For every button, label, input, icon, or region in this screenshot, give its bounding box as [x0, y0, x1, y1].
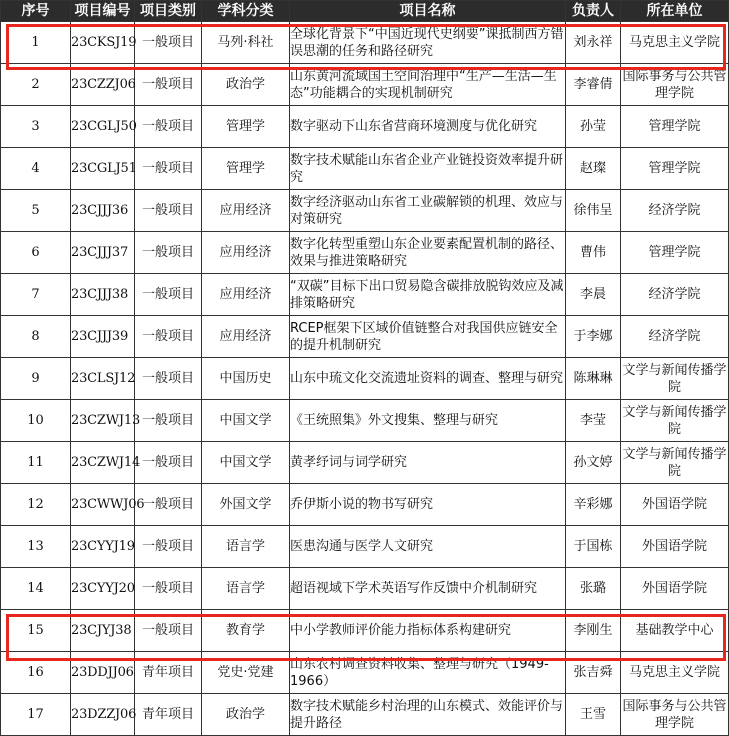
table-header	[1, 1, 729, 22]
header-leader: 负责人	[566, 1, 621, 22]
cell-name: 数字经济驱动山东省工业碳解锁的机理、效应与对策研究	[290, 190, 566, 232]
cell-no: 14	[1, 568, 71, 610]
cell-subject: 管理学	[202, 148, 290, 190]
table-row	[1, 694, 729, 736]
cell-code: 23CZWJ14	[71, 442, 135, 484]
table-row	[1, 652, 729, 694]
cell-code: 23CJJJ37	[71, 232, 135, 274]
cell-unit: 管理学院	[621, 232, 729, 274]
table-row	[1, 22, 729, 64]
cell-unit: 管理学院	[621, 106, 729, 148]
cell-leader: 刘永祥	[566, 22, 621, 64]
cell-code: 23CJJJ39	[71, 316, 135, 358]
cell-no: 1	[1, 22, 71, 64]
cell-subject: 中国文学	[202, 442, 290, 484]
table-row	[1, 190, 729, 232]
table-row	[1, 526, 729, 568]
cell-code: 23CKSJ19	[71, 22, 135, 64]
header-subject: 学科分类	[202, 1, 290, 22]
header-no: 序号	[1, 1, 71, 22]
cell-category: 一般项目	[135, 442, 202, 484]
table-row	[1, 358, 729, 400]
cell-code: 23CYYJ20	[71, 568, 135, 610]
cell-category: 青年项目	[135, 652, 202, 694]
cell-leader: 张吉舜	[566, 652, 621, 694]
table-row	[1, 610, 729, 652]
table-row	[1, 106, 729, 148]
cell-leader: 孙文婷	[566, 442, 621, 484]
cell-unit: 外国语学院	[621, 526, 729, 568]
cell-code: 23CJJJ38	[71, 274, 135, 316]
cell-name: 数字化转型重塑山东企业要素配置机制的路径、效果与推进策略研究	[290, 232, 566, 274]
cell-no: 17	[1, 694, 71, 736]
header-category: 项目类别	[135, 1, 202, 22]
header-code: 项目编号	[71, 1, 135, 22]
cell-leader: 陈琳琳	[566, 358, 621, 400]
cell-category: 一般项目	[135, 274, 202, 316]
cell-subject: 应用经济	[202, 316, 290, 358]
table-row	[1, 442, 729, 484]
cell-name: 数字技术赋能山东省企业产业链投资效率提升研究	[290, 148, 566, 190]
table-row	[1, 316, 729, 358]
cell-unit: 国际事务与公共管理学院	[621, 694, 729, 736]
cell-leader: 于李娜	[566, 316, 621, 358]
cell-unit: 外国语学院	[621, 484, 729, 526]
header-name: 项目名称	[290, 1, 566, 22]
cell-subject: 语言学	[202, 568, 290, 610]
cell-name: 山东中琉文化交流遗址资料的调查、整理与研究	[290, 358, 566, 400]
cell-no: 7	[1, 274, 71, 316]
cell-leader: 赵璨	[566, 148, 621, 190]
table-row	[1, 274, 729, 316]
table-row	[1, 148, 729, 190]
cell-unit: 管理学院	[621, 148, 729, 190]
cell-name: 山东黄河流域国土空间治理中“生产—生活—生态”功能耦合的实现机制研究	[290, 64, 566, 106]
cell-name: 山东农村调查资料收集、整理与研究（1949-1966）	[290, 652, 566, 694]
cell-subject: 马列·科社	[202, 22, 290, 64]
cell-subject: 政治学	[202, 694, 290, 736]
cell-no: 13	[1, 526, 71, 568]
cell-unit: 经济学院	[621, 274, 729, 316]
cell-unit: 马克思主义学院	[621, 652, 729, 694]
cell-name: 数字技术赋能乡村治理的山东模式、效能评价与提升路径	[290, 694, 566, 736]
cell-name: 黄孝纾词与词学研究	[290, 442, 566, 484]
cell-no: 3	[1, 106, 71, 148]
cell-no: 10	[1, 400, 71, 442]
cell-leader: 李晨	[566, 274, 621, 316]
cell-code: 23CGLJ51	[71, 148, 135, 190]
cell-unit: 文学与新闻传播学院	[621, 400, 729, 442]
cell-leader: 李刚生	[566, 610, 621, 652]
cell-code: 23CGLJ50	[71, 106, 135, 148]
cell-subject: 语言学	[202, 526, 290, 568]
cell-code: 23CZZJ06	[71, 64, 135, 106]
cell-no: 12	[1, 484, 71, 526]
cell-category: 一般项目	[135, 484, 202, 526]
cell-category: 一般项目	[135, 148, 202, 190]
cell-no: 2	[1, 64, 71, 106]
cell-leader: 王雪	[566, 694, 621, 736]
cell-code: 23CWWJ06	[71, 484, 135, 526]
header-unit: 所在单位	[621, 1, 729, 22]
cell-category: 一般项目	[135, 190, 202, 232]
cell-leader: 孙莹	[566, 106, 621, 148]
cell-category: 一般项目	[135, 610, 202, 652]
cell-code: 23CJJJ36	[71, 190, 135, 232]
cell-leader: 李睿倩	[566, 64, 621, 106]
cell-no: 8	[1, 316, 71, 358]
cell-unit: 经济学院	[621, 316, 729, 358]
cell-name: 中小学教师评价能力指标体系构建研究	[290, 610, 566, 652]
cell-category: 一般项目	[135, 106, 202, 148]
cell-subject: 应用经济	[202, 190, 290, 232]
cell-leader: 李莹	[566, 400, 621, 442]
cell-code: 23DZZJ06	[71, 694, 135, 736]
cell-no: 9	[1, 358, 71, 400]
cell-name: 乔伊斯小说的物书写研究	[290, 484, 566, 526]
cell-subject: 教育学	[202, 610, 290, 652]
cell-subject: 党史·党建	[202, 652, 290, 694]
cell-category: 一般项目	[135, 232, 202, 274]
cell-category: 一般项目	[135, 316, 202, 358]
cell-subject: 外国文学	[202, 484, 290, 526]
cell-no: 4	[1, 148, 71, 190]
table-body	[1, 22, 729, 736]
cell-code: 23CYYJ19	[71, 526, 135, 568]
cell-leader: 辛彩娜	[566, 484, 621, 526]
cell-leader: 于国栋	[566, 526, 621, 568]
cell-code: 23DDJJ06	[71, 652, 135, 694]
cell-code: 23CLSJ12	[71, 358, 135, 400]
cell-name: RCEP框架下区域价值链整合对我国供应链安全的提升机制研究	[290, 316, 566, 358]
cell-unit: 马克思主义学院	[621, 22, 729, 64]
cell-subject: 应用经济	[202, 232, 290, 274]
cell-no: 16	[1, 652, 71, 694]
cell-no: 6	[1, 232, 71, 274]
cell-name: 数字驱动下山东省营商环境测度与优化研究	[290, 106, 566, 148]
cell-no: 15	[1, 610, 71, 652]
cell-category: 一般项目	[135, 358, 202, 400]
cell-unit: 文学与新闻传播学院	[621, 358, 729, 400]
cell-subject: 应用经济	[202, 274, 290, 316]
cell-unit: 经济学院	[621, 190, 729, 232]
cell-category: 一般项目	[135, 526, 202, 568]
cell-name: 全球化背景下“中国近现代史纲要”课抵制西方错误思潮的任务和路径研究	[290, 22, 566, 64]
cell-code: 23CJYJ38	[71, 610, 135, 652]
cell-leader: 张璐	[566, 568, 621, 610]
table-row	[1, 64, 729, 106]
cell-unit: 基础教学中心	[621, 610, 729, 652]
cell-subject: 中国历史	[202, 358, 290, 400]
cell-code: 23CZWJ13	[71, 400, 135, 442]
cell-name: 医患沟通与医学人文研究	[290, 526, 566, 568]
cell-no: 11	[1, 442, 71, 484]
cell-no: 5	[1, 190, 71, 232]
cell-category: 一般项目	[135, 400, 202, 442]
cell-category: 一般项目	[135, 568, 202, 610]
cell-unit: 外国语学院	[621, 568, 729, 610]
cell-category: 一般项目	[135, 64, 202, 106]
table-row	[1, 400, 729, 442]
cell-name: 超语视域下学术英语写作反馈中介机制研究	[290, 568, 566, 610]
table-row	[1, 568, 729, 610]
cell-unit: 文学与新闻传播学院	[621, 442, 729, 484]
table-row	[1, 232, 729, 274]
cell-subject: 管理学	[202, 106, 290, 148]
cell-subject: 政治学	[202, 64, 290, 106]
cell-name: 《王统照集》外文搜集、整理与研究	[290, 400, 566, 442]
cell-name: “双碳”目标下出口贸易隐含碳排放脱钩效应及减排策略研究	[290, 274, 566, 316]
cell-category: 一般项目	[135, 22, 202, 64]
cell-leader: 徐伟呈	[566, 190, 621, 232]
cell-unit: 国际事务与公共管理学院	[621, 64, 729, 106]
cell-category: 青年项目	[135, 694, 202, 736]
cell-subject: 中国文学	[202, 400, 290, 442]
cell-leader: 曹伟	[566, 232, 621, 274]
table-row	[1, 484, 729, 526]
